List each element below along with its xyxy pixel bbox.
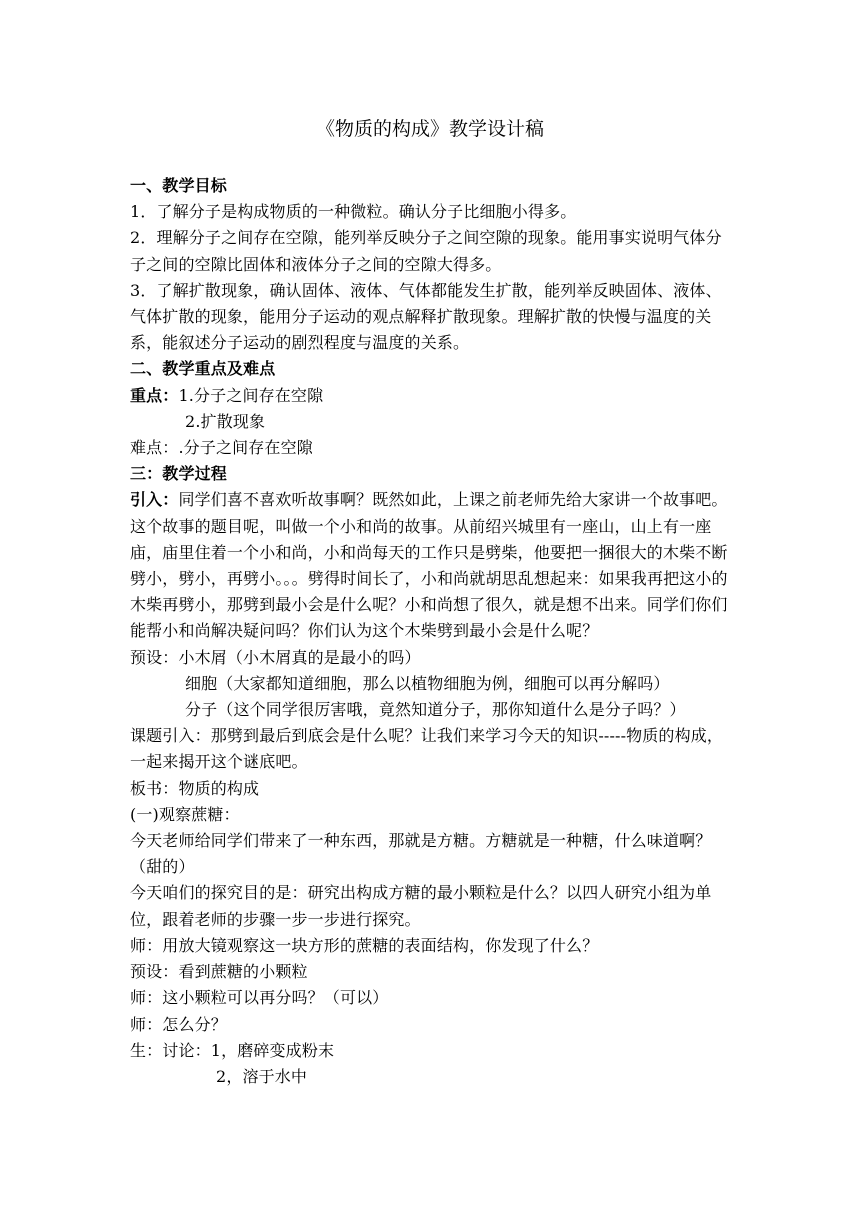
preset-wood-chips: 预设：小木屑（小木屑真的是最小的吗） — [130, 647, 421, 667]
student-discussion-2: 2，溶于水中 — [216, 1066, 308, 1086]
section-observe-sucrose: (一)观察蔗糖： — [130, 804, 240, 824]
key-point-2: 2.扩散现象 — [185, 411, 266, 431]
goal-item-1: 1．了解分子是构成物质的一种微粒。确认分子比细胞小得多。 — [130, 202, 577, 222]
teacher-how-divide: 师：怎么分？ — [130, 1014, 227, 1034]
heading-key-points: 二、教学重点及难点 — [130, 359, 276, 379]
introduction-text: 同学们喜不喜欢听故事啊？既然如此，上课之前老师先给大家讲一个故事吧。这个故事的题目呢，叫做一个小和尚的故事。从前绍兴城里有一座山，山上有一座庙，庙里住着一个小和尚，小和尚每天的工作只是劈柴，他要把一捆很大的木柴不断劈小，劈小，再劈小。。。劈得时间长了，小和尚就胡思乱想起来：如果我再把这小的木柴再劈小，那劈到最小会是什么呢？小和尚想了很久，就是想不出来。同学们你们能帮小和尚解决疑问吗？你们认为这个木柴劈到最小会是什么呢？ — [130, 490, 728, 641]
topic-introduction: 课题引入：那劈到最后到底会是什么呢？让我们来学习今天的知识-----物质的构成，一起来揭开这个谜底吧。 — [130, 726, 724, 772]
goal-item-3: 3．了解扩散现象，确认固体、液体、气体都能发生扩散，能列举反映固体、液体、气体扩散的现象，能用分子运动的观点解释扩散现象。理解扩散的快慢与温度的关系，能叙述分子运动的剧烈程度与温度的关系。 — [130, 280, 722, 353]
sugar-intro: 今天老师给同学们带来了一种东西，那就是方糖。方糖就是一种糖，什么味道啊？（甜的） — [130, 831, 712, 877]
key-point-1 — [130, 383, 730, 409]
introduction-lead: 引入： — [130, 490, 179, 510]
heading-teaching-process: 三：教学过程 — [130, 464, 227, 484]
teacher-magnifier: 师：用放大镜观察这一块方形的蔗糖的表面结构，你发现了什么？ — [130, 935, 599, 955]
preset-cell: 细胞（大家都知道细胞，那么以植物细胞为例，细胞可以再分解吗） — [185, 673, 670, 693]
key-point-lead: 重点： — [130, 385, 179, 405]
introduction-paragraph — [130, 487, 730, 644]
preset-molecule: 分子（这个同学很厉害哦，竟然知道分子，那你知道什么是分子吗？） — [185, 700, 686, 720]
difficult-point: 难点：.分子之间存在空隙 — [130, 438, 313, 458]
document-title: 《物质的构成》教学设计稿 — [315, 118, 544, 140]
inquiry-goal: 今天咱们的探究目的是：研究出构成方糖的最小颗粒是什么？以四人研究小组为单位，跟着老师的步骤一步一步进行探究。 — [130, 883, 712, 929]
student-discussion-1: 生：讨论：1，磨碎变成粉末 — [130, 1040, 335, 1060]
key-point-text: 1.分子之间存在空隙 — [178, 385, 324, 405]
teacher-can-divide: 师：这小颗粒可以再分吗？（可以） — [130, 988, 389, 1008]
heading-teaching-goals: 一、教学目标 — [130, 176, 227, 195]
goal-item-2: 2．理解分子之间存在空隙，能列举反映分子之间空隙的现象。能用事实说明气体分子之间的空隙比固体和液体分子之间的空隙大得多。 — [130, 228, 722, 274]
preset-particles: 预设：看到蔗糖的小颗粒 — [130, 962, 308, 982]
blackboard-note: 板书：物质的构成 — [130, 778, 260, 798]
document-body — [130, 173, 730, 1090]
